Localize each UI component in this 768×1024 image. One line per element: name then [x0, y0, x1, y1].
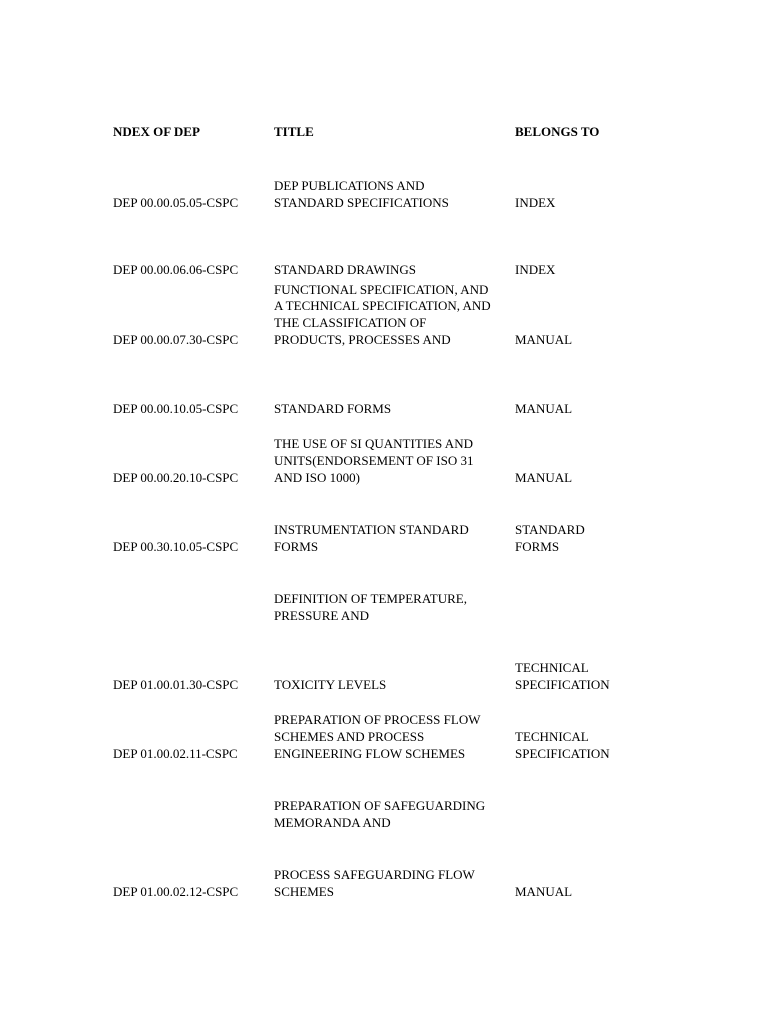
- row-title-line: PRESSURE AND: [274, 608, 369, 623]
- row-code: DEP 00.00.06.06-CSPC: [113, 262, 239, 277]
- row-title-line: PRODUCTS, PROCESSES AND: [274, 332, 451, 347]
- row-title-line: AND ISO 1000): [274, 470, 360, 485]
- row-title-line: PREPARATION OF SAFEGUARDING: [274, 798, 486, 813]
- row-title-line: INSTRUMENTATION STANDARD: [274, 522, 469, 537]
- row-title-line: STANDARD DRAWINGS: [274, 262, 417, 277]
- row-belongs-line: TECHNICAL: [515, 729, 589, 744]
- row-title-line: THE CLASSIFICATION OF: [274, 315, 427, 330]
- header-belongs-label: BELONGS TO: [515, 124, 600, 139]
- row-belongs-line: SPECIFICATION: [515, 746, 610, 761]
- row-title-line: MEMORANDA AND: [274, 815, 391, 830]
- row-title-line: STANDARD SPECIFICATIONS: [274, 195, 449, 210]
- row-belongs-line: MANUAL: [515, 401, 573, 416]
- row-code: DEP 00.00.20.10-CSPC: [113, 470, 239, 485]
- row-title-line: ENGINEERING FLOW SCHEMES: [274, 746, 466, 761]
- row-code: DEP 00.00.05.05-CSPC: [113, 195, 239, 210]
- row-title-line: A TECHNICAL SPECIFICATION, AND: [274, 298, 491, 313]
- row-belongs-line: MANUAL: [515, 884, 573, 899]
- row-belongs-line: INDEX: [515, 195, 556, 210]
- row-belongs-line: SPECIFICATION: [515, 677, 610, 692]
- row-title-line: FUNCTIONAL SPECIFICATION, AND: [274, 282, 489, 297]
- row-title-line: UNITS(ENDORSEMENT OF ISO 31: [274, 453, 474, 468]
- row-title-line: SCHEMES AND PROCESS: [274, 729, 425, 744]
- row-title-line: PREPARATION OF PROCESS FLOW: [274, 712, 481, 727]
- row-belongs-line: STANDARD: [515, 522, 585, 537]
- row-title-line: FORMS: [274, 539, 319, 554]
- row-belongs-line: INDEX: [515, 262, 556, 277]
- row-title-line: TOXICITY LEVELS: [274, 677, 387, 692]
- row-title-line: THE USE OF SI QUANTITIES AND: [274, 436, 473, 451]
- row-belongs-line: MANUAL: [515, 332, 573, 347]
- row-code: DEP 01.00.01.30-CSPC: [113, 677, 239, 692]
- row-code: DEP 01.00.02.11-CSPC: [113, 746, 238, 761]
- row-title-line: DEFINITION OF TEMPERATURE,: [274, 591, 467, 606]
- row-title-line: STANDARD FORMS: [274, 401, 392, 416]
- row-title-line: SCHEMES: [274, 884, 334, 899]
- row-code: DEP 01.00.02.12-CSPC: [113, 884, 239, 899]
- row-belongs-line: TECHNICAL: [515, 660, 589, 675]
- row-belongs-line: FORMS: [515, 539, 560, 554]
- row-code: DEP 00.00.10.05-CSPC: [113, 401, 239, 416]
- row-code: DEP 00.30.10.05-CSPC: [113, 539, 239, 554]
- row-belongs-line: MANUAL: [515, 470, 573, 485]
- header-index-label: NDEX OF DEP: [113, 124, 200, 139]
- row-code: DEP 00.00.07.30-CSPC: [113, 332, 239, 347]
- row-title-line: PROCESS SAFEGUARDING FLOW: [274, 867, 475, 882]
- row-title-line: DEP PUBLICATIONS AND: [274, 178, 425, 193]
- header-title-label: TITLE: [274, 124, 314, 139]
